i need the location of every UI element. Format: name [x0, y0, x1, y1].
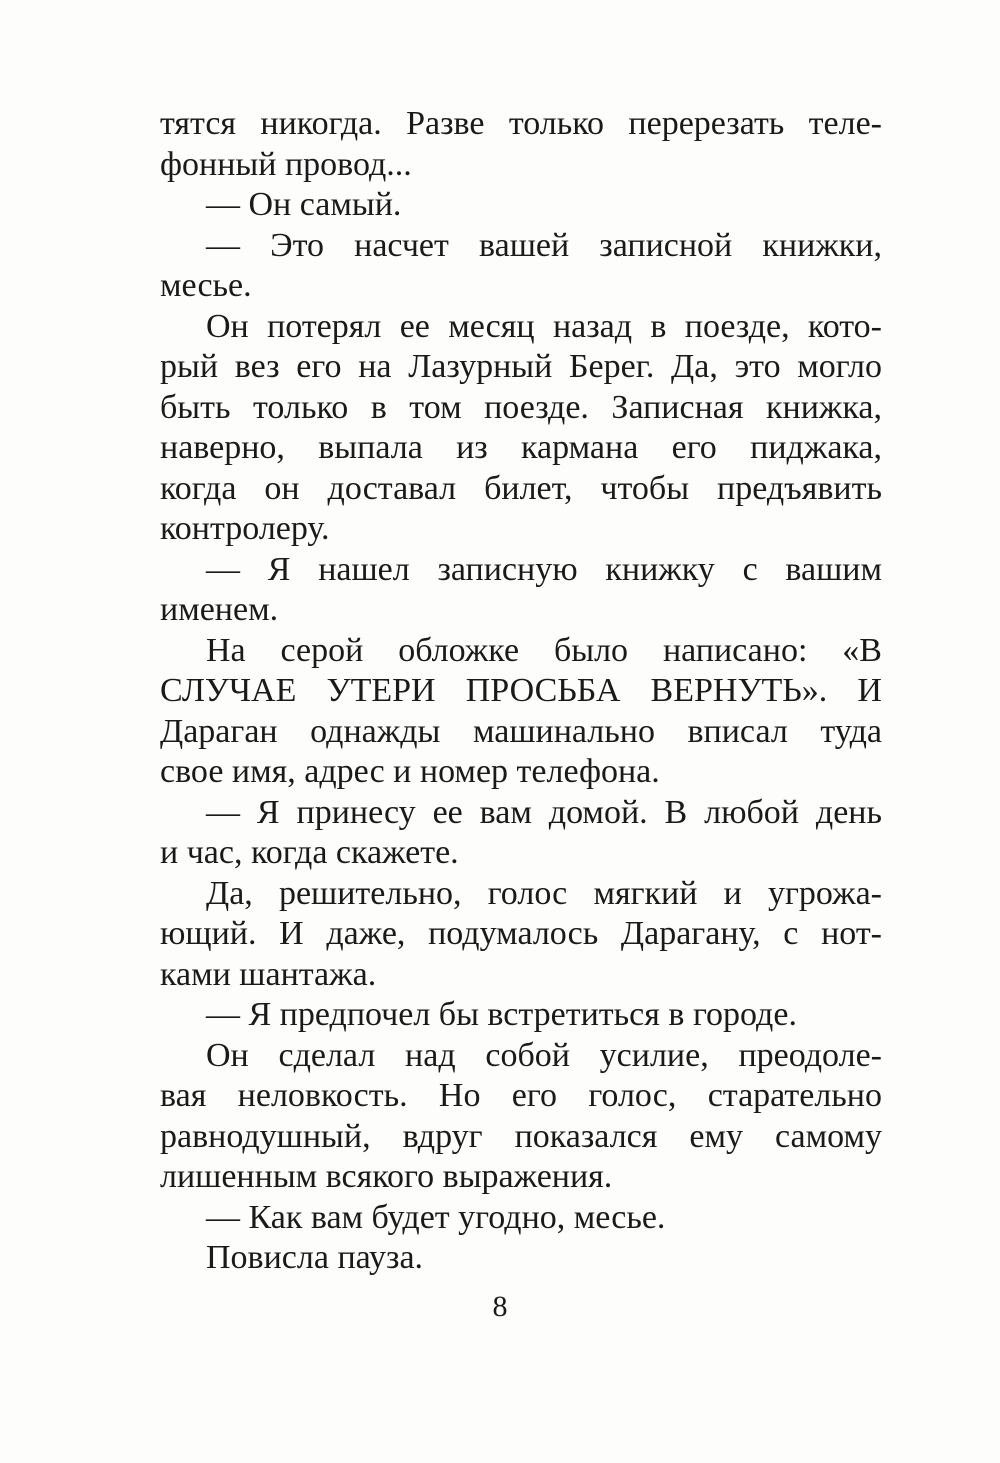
text-line: фонный провод...: [160, 145, 412, 183]
text-line: когда он доставал билет, чтобы предъявить: [160, 469, 882, 507]
text-line: рый вез его на Лазурный Берег. Да, это могло: [160, 348, 882, 385]
text-line: равнодушный, вдруг показался ему самому: [160, 1117, 882, 1155]
text-line: вая неловкость. Но его голос, старательно: [160, 1077, 882, 1114]
text-line: контролеру.: [160, 510, 330, 547]
text-line: — Я принесу ее вам домой. В любой день: [206, 793, 882, 831]
text-line: тятся никогда. Разве только перерезать теле-: [160, 105, 882, 142]
text-line: — Я предпочел бы встретиться в городе.: [206, 996, 797, 1033]
text-line: именем.: [160, 591, 279, 628]
text-line: Он сделал над собой усилие, преодоле-: [206, 1036, 882, 1074]
text-line: — Это насчет вашей записной книжки,: [206, 226, 882, 264]
text-line: Да, решительно, голос мягкий и угрожа-: [206, 874, 882, 912]
text-line: свое имя, адрес и номер телефона.: [160, 753, 660, 790]
text-line: СЛУЧАЕ УТЕРИ ПРОСЬБА ВЕРНУТЬ». И: [160, 672, 882, 709]
text-line: наверно, выпала из кармана его пиджака,: [160, 429, 882, 466]
text-line: месье.: [160, 267, 252, 304]
text-line: Дараган однажды машинально вписал туда: [160, 712, 882, 750]
page-number: 8: [492, 1290, 508, 1323]
text-line: Повисла пауза.: [206, 1239, 424, 1276]
text-line: Он потерял ее месяц назад в поезде, кото-: [206, 307, 882, 345]
body-text: [160, 104, 882, 1279]
text-line: лишенным всякого выражения.: [160, 1158, 613, 1195]
text-line: — Я нашел записную книжку с вашим: [206, 550, 882, 588]
text-line: — Он самый.: [206, 186, 402, 223]
text-line: и час, когда скажете.: [160, 834, 459, 871]
text-line: ющий. И даже, подумалось Дарагану, с нот-: [160, 915, 882, 952]
text-line: На серой обложке было написано: «В: [206, 631, 882, 669]
text-line: — Как вам будет угодно, месье.: [206, 1198, 666, 1236]
text-line: быть только в том поезде. Записная книжка,: [160, 388, 882, 426]
text-line: ками шантажа.: [160, 955, 377, 993]
